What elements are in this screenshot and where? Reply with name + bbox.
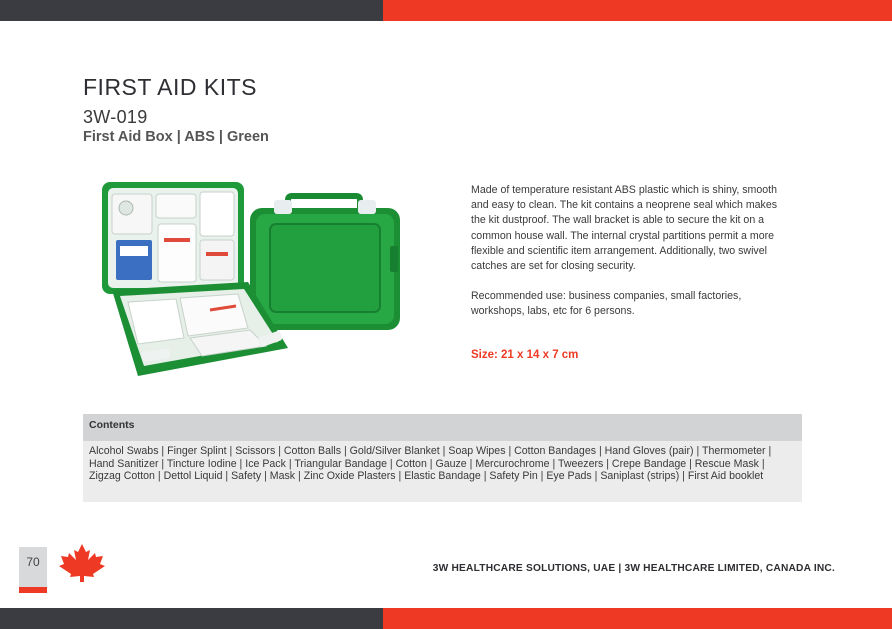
bottom-bar-dark-segment — [0, 608, 383, 629]
product-image — [98, 178, 408, 383]
top-color-bar — [0, 0, 892, 21]
product-description — [471, 183, 791, 320]
recommended-use-paragraph: Recommended use: business companies, small factories, workshops, labs, etc for 6 persons. — [471, 290, 742, 318]
closed-case — [250, 196, 400, 330]
product-subtitle: First Aid Box | ABS | Green — [83, 129, 269, 145]
description-paragraph: Made of temperature resistant ABS plastic which is shiny, smooth and easy to clean. The kit contains a neoprene seal which makes the kit dustproof. The wall bracket is able to secure the kit on a common house wall. The internal crystal partitions permit a more flexible and scientific item arrangement. Additionally, two swivel catches are set for closing security. — [471, 184, 778, 273]
page-number-underline — [19, 587, 47, 593]
page-number-box — [19, 547, 47, 587]
top-bar-red-segment — [383, 0, 892, 21]
product-size: Size: 21 x 14 x 7 cm — [471, 349, 579, 361]
bottom-bar-red-segment — [383, 608, 892, 629]
top-bar-dark-segment — [0, 0, 383, 21]
product-code: 3W-019 — [83, 107, 148, 127]
open-case-lid — [102, 182, 244, 294]
page-title: FIRST AID KITS — [83, 74, 257, 100]
contents-list: Alcohol Swabs | Finger Splint | Scissors | Cotton Balls | Gold/Silver Blanket | Soap Wipes | Cotton Bandages | Hand Gloves (pair) | Thermometer | Hand Sanitizer | Tincture Iodine | Ice Pack | Triangular Bandage | Cotton | Gauze | Mercurochrome | Tweezers | Crepe Bandage | Rescue Mask | Zigzag Cotton | Dettol Liquid | Safety | Mask | Zinc Oxide Plasters | Elastic Bandage | Safety Pin | Eye Pads | Saniplast (strips) | First Aid booklet — [83, 441, 802, 502]
contents-heading: Contents — [83, 414, 802, 441]
footer-company: 3W HEALTHCARE SOLUTIONS, UAE | 3W HEALTHCARE LIMITED, CANADA INC. — [432, 563, 835, 574]
contents-table — [83, 414, 802, 502]
bottom-color-bar — [0, 608, 892, 629]
maple-leaf-icon — [56, 543, 108, 583]
page-number: 70 — [26, 555, 40, 569]
